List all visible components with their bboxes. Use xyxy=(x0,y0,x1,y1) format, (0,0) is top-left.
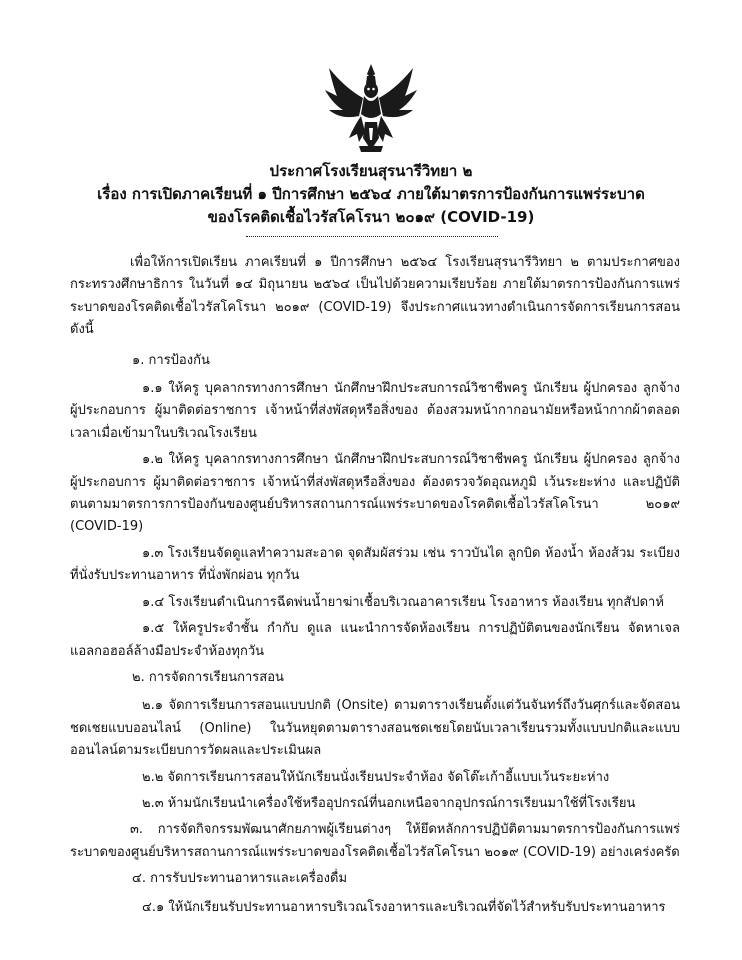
subject-line-continued: ของโรคติดเชื้อไวรัสโคโรนา ๒๐๑๙ (COVID-19) xyxy=(207,208,535,226)
section-4-item-1: ๔.๑ ให้นักเรียนรับประทานอาหารบริเวณโรงอาหารและบริเวณที่จัดไว้สำหรับรับประทานอาหาร xyxy=(142,899,666,915)
announcement-header xyxy=(60,160,682,229)
section-1-item-2: ๑.๒ ให้ครู บุคลากรทางการศึกษา นักศึกษาฝึกประสบการณ์วิชาชีพครู นักเรียน ผู้ปกครอง ลูกจ้าง ผู้ประกอบการ ผู้มาติดต่อราชการ เจ้าหน้าที่ส่งพัสดุหรือสิ่งของ ต้องตรวจวัดอุณหภูมิ เว้นระยะห่าง และปฏิบัติตนตามมาตรการการป้องกันของศูนย์บริหารสถานการณ์แพร่ระบาดของโรคติดเชื้อไวรัสโคโรนา ๒๐๑๙ (COVID-19) xyxy=(70,452,680,535)
section-4-title: ๔. การรับประทานอาหารและเครื่องดื่ม xyxy=(132,871,348,887)
section-1-title: ๑. การป้องกัน xyxy=(132,352,210,368)
section-2-item-1: ๒.๑ จัดการเรียนการสอนแบบปกติ (Onsite) ตามตารางเรียนตั้งแต่วันจันทร์ถึงวันศุกร์และจัดสอนชดเชยแบบออนไลน์ (Online) ในวันหยุดตามตารางสอนชดเชยโดยนับเวลาเรียนรวมทั้งแบบปกติและแบบออนไลน์ตามระเบียบการวัดผลและประเมินผล xyxy=(70,698,680,759)
section-2-item-3: ๒.๓ ห้ามนักเรียนนำเครื่องใช้หรืออุปกรณ์ที่นอกเหนือจากอุปกรณ์การเรียนมาใช้ที่โรงเรียน xyxy=(142,795,636,811)
section-2-item-2: ๒.๒ จัดการเรียนการสอนให้นักเรียนนั่งเรียนประจำห้อง จัดโต๊ะเก้าอี้แบบเว้นระยะห่าง xyxy=(142,769,610,785)
section-1-item-5: ๑.๕ ให้ครูประจำชั้น กำกับ ดูแล แนะนำการจัดห้องเรียน การปฏิบัติตนของนักเรียน จัดหาเจลแอลกอฮอล์ล้างมือประจำห้องทุกวัน xyxy=(70,621,680,659)
section-2-title: ๒. การจัดการเรียนการสอน xyxy=(132,669,284,685)
school-announcement-title: ประกาศโรงเรียนสุรนารีวิทยา ๒ xyxy=(269,162,473,180)
section-1-item-1: ๑.๑ ให้ครู บุคลากรทางการศึกษา นักศึกษาฝึกประสบการณ์วิชาชีพครู นักเรียน ผู้ปกครอง ลูกจ้าง ผู้ประกอบการ ผู้มาติดต่อราชการ เจ้าหน้าที่ส่งพัสดุหรือสิ่งของ ต้องสวมหน้ากากอนามัยหรือหน้ากากผ้าตลอดเวลาเมื่อเข้ามาในบริเวณโรงเรียน xyxy=(70,381,680,441)
header-separator xyxy=(246,236,498,238)
section-1-item-4: ๑.๔ โรงเรียนดำเนินการฉีดพ่นน้ำยาฆ่าเชื้อบริเวณอาคารเรียน โรงอาหาร ห้องเรียน ทุกสัปดาห์ xyxy=(142,594,664,610)
section-3-text: ๓. การจัดกิจกรรมพัฒนาศักยภาพผู้เรียนต่างๆ ให้ยึดหลักการปฏิบัติตามมาตรการป้องกันการแพร่ระบาดของศูนย์บริหารสถานการณ์แพร่ระบาดของโรคติดเชื้อไวรัสโคโรนา ๒๐๑๙ (COVID-19) อย่างเคร่งครัด xyxy=(70,822,680,860)
subject-line: เรื่อง การเปิดภาคเรียนที่ ๑ ปีการศึกษา ๒๕๖๔ ภายใต้มาตรการป้องกันการแพร่ระบาด xyxy=(97,185,645,203)
intro-paragraph: เพื่อให้การเปิดเรียน ภาคเรียนที่ ๑ ปีการศึกษา ๒๕๖๔ โรงเรียนสุรนารีวิทยา ๒ ตามประกาศของกระทรวงศึกษาธิการ ในวันที่ ๑๔ มิถุนายน ๒๕๖๔ เป็นไปด้วยความเรียบร้อย ภายใต้มาตรการป้องกันการแพร่ระบาดของโรคติดเชื้อไวรัสโคโรนา ๒๐๑๙ (COVID-19) จึงประกาศแนวทางดำเนินการจัดการเรียนการสอน ดังนี้ xyxy=(70,255,680,338)
section-1-item-3: ๑.๓ โรงเรียนจัดดูแลทำความสะอาด จุดสัมผัสร่วม เช่น ราวบันได ลูกบิด ห้องน้ำ ห้องส้วม ระเบียง ที่นั่งรับประทานอาหาร ที่นั่งพักผ่อน ทุกวัน xyxy=(70,545,680,584)
garuda-emblem-icon xyxy=(323,62,419,156)
announcement-body xyxy=(70,252,680,923)
